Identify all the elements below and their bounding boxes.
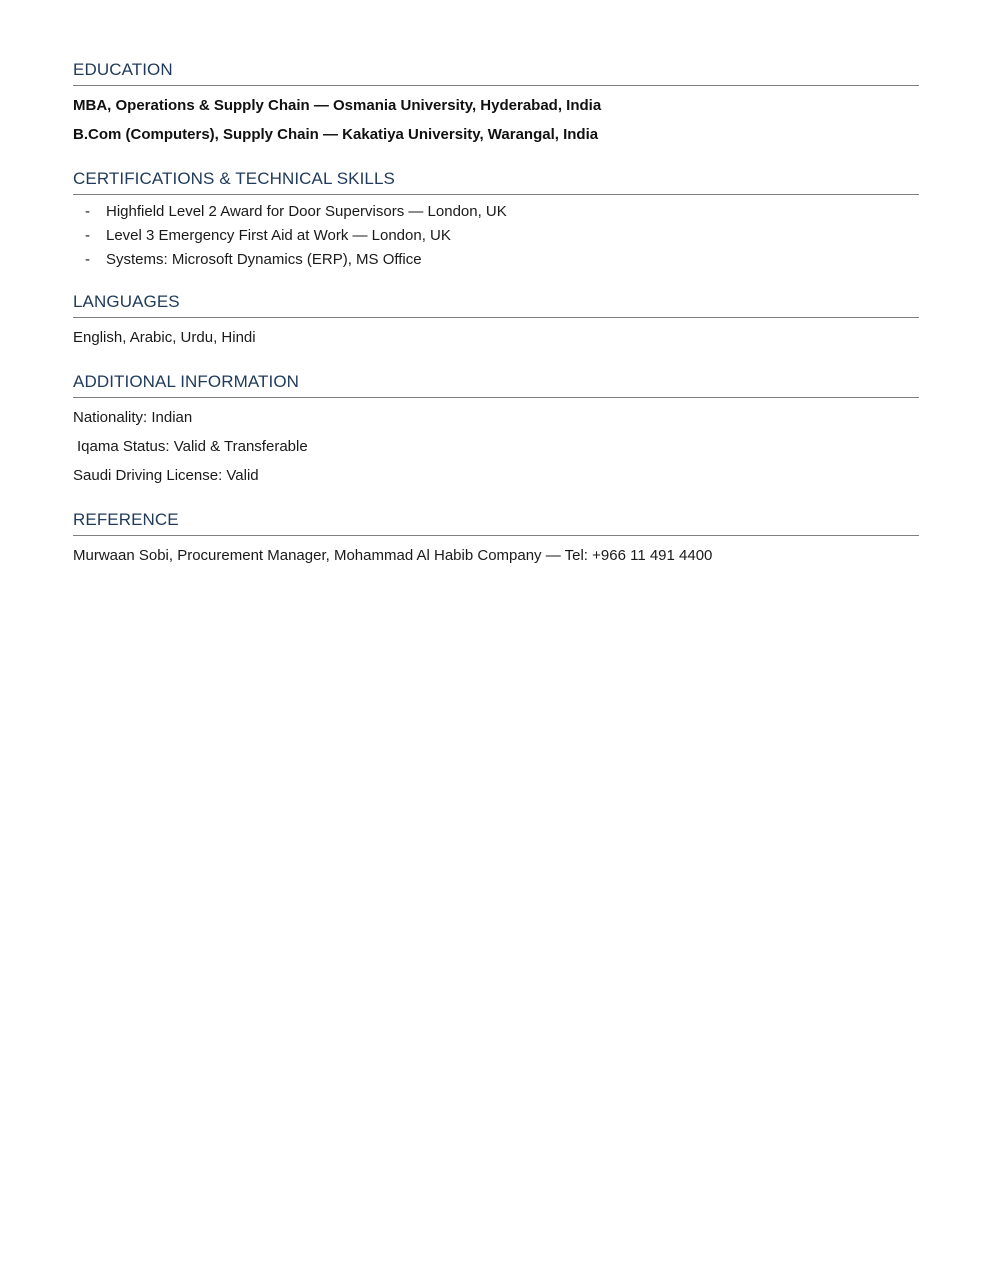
list-item [73, 200, 919, 224]
list-item [73, 248, 919, 272]
additional-information-heading: ADDITIONAL INFORMATION [73, 370, 919, 398]
languages-text: English, Arabic, Urdu, Hindi [73, 329, 256, 346]
education-entry-bcom: B.Com (Computers), Supply Chain — Kakatiya University, Warangal, India [73, 126, 599, 143]
driving-license-line: Saudi Driving License: Valid [73, 467, 259, 484]
dash-bullet-icon: - [85, 227, 90, 244]
certification-text: Highfield Level 2 Award for Door Supervisors — London, UK [106, 203, 507, 220]
certifications-list [73, 200, 919, 272]
list-item [73, 224, 919, 248]
dash-bullet-icon: - [85, 203, 90, 220]
reference-section [73, 508, 919, 570]
resume-page [73, 58, 919, 588]
nationality-line: Nationality: Indian [73, 409, 193, 426]
certification-text: Level 3 Emergency First Aid at Work — London, UK [106, 227, 451, 244]
education-entry-mba: MBA, Operations & Supply Chain — Osmania University, Hyderabad, India [73, 97, 602, 114]
education-section [73, 58, 919, 149]
certifications-heading: CERTIFICATIONS & TECHNICAL SKILLS [73, 167, 919, 195]
dash-bullet-icon: - [85, 251, 90, 268]
reference-heading: REFERENCE [73, 508, 919, 536]
certifications-section [73, 167, 919, 272]
additional-information-section [73, 370, 919, 490]
skills-text: Systems: Microsoft Dynamics (ERP), MS Office [106, 251, 422, 268]
languages-section [73, 290, 919, 352]
education-heading: EDUCATION [73, 58, 919, 86]
reference-text: Murwaan Sobi, Procurement Manager, Mohammad Al Habib Company — Tel: +966 11 491 4400 [73, 547, 713, 564]
iqama-status-line: Iqama Status: Valid & Transferable [77, 438, 308, 455]
languages-heading: LANGUAGES [73, 290, 919, 318]
